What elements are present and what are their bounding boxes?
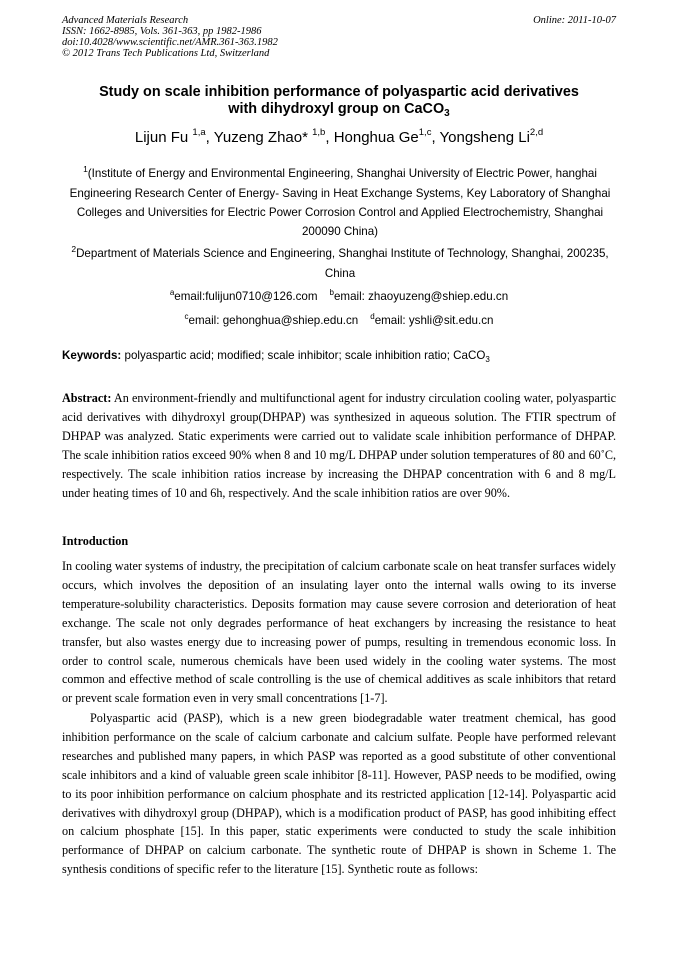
abstract-text: An environment-friendly and multifunctional agent for industry circulation cooling water, polyaspartic acid derivatives with dihydroxyl group(DHPAP) was synthesized in aqueous solution. The FTIR spectrum of DHPAP was analyzed. Static experiments were carried out to validate scale inhibition performance of DHPAP. The scale inhibition ratios exceed 90% when 8 and 10 mg/L DHPAP under solution temperatures of 80 and 60˚C, respectively. The scale inhibition ratios increase by increasing the DHPAP concentration with 6 and 8 mg/L under heating times of 10 and 6h, respectively. And the scale inhibition ratios are over 90%. bbox=[62, 391, 616, 500]
keywords: Keywords: polyaspartic acid; modified; scale inhibitor; scale inhibition ratio; CaCO$_3$ bbox=[62, 349, 490, 364]
journal-doi: doi:10.4028/www.scientific.net/AMR.361-363.1982 bbox=[62, 37, 278, 48]
author: Yongsheng Li$^{2,d}$ bbox=[439, 127, 544, 146]
author: Yuzeng Zhao* $^{1,b}$, bbox=[213, 127, 334, 146]
journal-issn: ISSN: 1662-8985, Vols. 361-363, pp 1982-1986 bbox=[62, 26, 262, 37]
author-list bbox=[62, 128, 616, 150]
introduction-heading: Introduction bbox=[62, 534, 129, 548]
paper-title bbox=[62, 84, 616, 119]
title-line-2: with dihydroxyl group on CaCO$_3$ bbox=[228, 101, 450, 119]
abstract-label: Abstract: bbox=[62, 391, 112, 405]
affiliation-1: $^1$(Institute of Energy and Environmental Engineering, Shanghai University of Electric Power, hanghai Engineering Research Center of Energy- Saving in Heat Exchange Systems, Key Laboratory of Shanghai Colleges and Universities for Electric Power Corrosion Control and Applied Electrochemistry, Shanghai 200090 China) bbox=[69, 164, 611, 238]
author: Lijun Fu $^{1,a}$, bbox=[134, 127, 214, 146]
keywords-label: Keywords: bbox=[62, 349, 122, 362]
introduction-paragraph-2: Polyaspartic acid (PASP), which is a new green biodegradable water treatment chemical, has good inhibition performance on the scale of calcium carbonate and calcium sulfate. People have performed relevant researches and published many papers, in which PASP was reported as a good substitute of other conventional scale inhibitors and a kind of valuable green scale inhibitor [8-11]. However, PASP needs to be modified, owing to its poor inhibition performance on calcium phosphate and its restricted application [12-14]. Polyaspartic acid derivatives with dihydroxyl group (DHPAP), which is a modification product of PASP, has good inhibiting effect on calcium phosphate [15]. In this paper, static experiments were conducted to study the scale inhibition performance of DHPAP on calcium carbonate. The synthetic route of DHPAP is shown in Scheme 1. The synthesis conditions of specific refer to the literature [15]. Synthetic route as follows: bbox=[62, 711, 616, 877]
email-row-2 bbox=[62, 311, 616, 331]
introduction-paragraph-1: In cooling water systems of industry, the precipitation of calcium carbonate scale on heat transfer surfaces widely occurs, which involves the deposition of an insulating layer onto the internal walls owing to its inverse temperature-solubility characteristics. Deposits formation may cause severe corrosion and deterioration of heat exchange. The scale not only degrades performance of heat exchangers by increasing the resistance to heat transfer, but also wastes energy due to increasing power of pumps, resulting in tremendous economic loss. In order to control scale, numerous chemicals have been used widely in the cooling water systems. The most common and effective method of scale controlling is the use of chemical additives as scale inhibitors that retard or prevent scale formation even in very small concentrations [1-7]. bbox=[62, 559, 616, 706]
journal-header bbox=[62, 15, 616, 59]
journal-name: Advanced Materials Research bbox=[62, 15, 189, 26]
abstract bbox=[62, 389, 616, 502]
online-date: Online: 2011-10-07 bbox=[533, 15, 616, 26]
email-d: $^d$email: yshli@sit.edu.cn bbox=[370, 312, 494, 327]
title-subscript: 3 bbox=[444, 108, 450, 119]
affiliation-2: $^2$Department of Materials Science and Engineering, Shanghai Institute of Technology, Shanghai, 200235, China bbox=[71, 244, 609, 280]
email-row-1 bbox=[62, 287, 616, 307]
email-a: $^a$email:fulijun0710@126.com bbox=[169, 288, 318, 303]
email-b: $^b$email: zhaoyuzeng@shiep.edu.cn bbox=[329, 288, 509, 303]
author: Honghua Ge$^{1,c}$, bbox=[333, 127, 440, 146]
email-c: $^c$email: gehonghua@shiep.edu.cn bbox=[184, 312, 359, 327]
title-line-1: Study on scale inhibition performance of polyaspartic acid derivatives bbox=[99, 84, 579, 100]
journal-copyright: © 2012 Trans Tech Publications Ltd, Switzerland bbox=[62, 48, 270, 59]
